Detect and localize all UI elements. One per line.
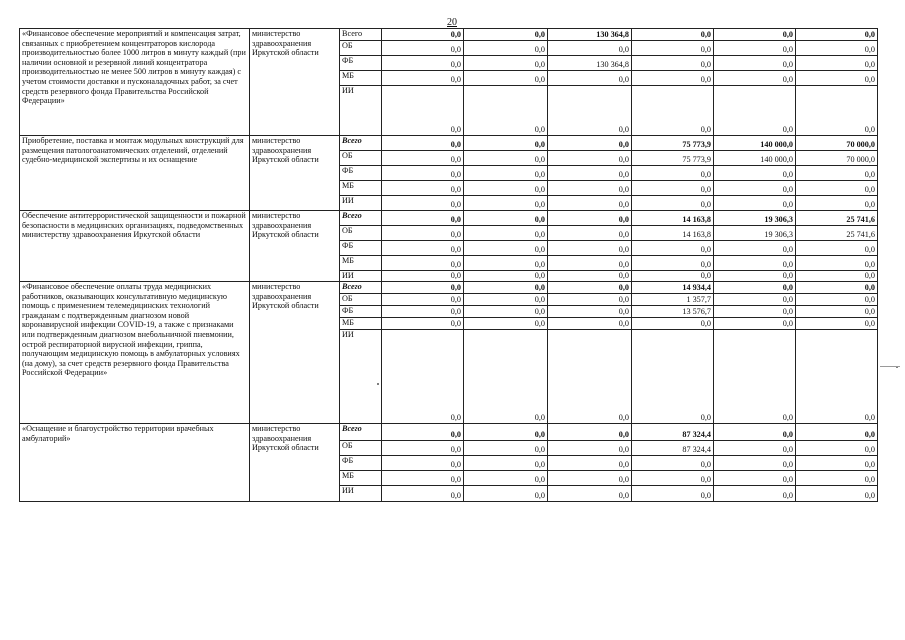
amount-cell: 0,0 <box>464 271 548 282</box>
funding-source-label: ФБ <box>340 56 382 71</box>
amount-cell: 0,0 <box>464 226 548 241</box>
amount-cell: 0,0 <box>382 456 464 471</box>
amount-cell: 0,0 <box>796 56 878 71</box>
amount-cell: 0,0 <box>382 441 464 456</box>
amount-cell: 130 364,8 <box>548 29 632 41</box>
amount-cell: 0,0 <box>548 211 632 226</box>
amount-cell: 0,0 <box>714 282 796 294</box>
amount-cell: 0,0 <box>714 196 796 211</box>
amount-cell: 0,0 <box>714 56 796 71</box>
amount-cell: 0,0 <box>796 256 878 271</box>
amount-cell: 0,0 <box>796 318 878 330</box>
amount-cell: 0,0 <box>464 86 548 136</box>
amount-cell: 0,0 <box>632 71 714 86</box>
amount-cell: 0,0 <box>548 271 632 282</box>
amount-cell: 0,0 <box>714 29 796 41</box>
funding-source-label: МБ <box>340 71 382 86</box>
amount-cell: 0,0 <box>632 181 714 196</box>
amount-cell: 0,0 <box>382 226 464 241</box>
amount-cell: 0,0 <box>796 181 878 196</box>
amount-cell: 0,0 <box>548 456 632 471</box>
amount-cell: 0,0 <box>714 486 796 502</box>
amount-cell: 0,0 <box>548 151 632 166</box>
amount-cell: 0,0 <box>632 471 714 486</box>
funding-source-label: Всего <box>340 29 382 41</box>
amount-cell: 0,0 <box>796 86 878 136</box>
amount-cell: 0,0 <box>796 456 878 471</box>
page-number: 20 <box>447 17 457 28</box>
amount-cell: 0,0 <box>548 166 632 181</box>
amount-cell: 0,0 <box>796 306 878 318</box>
amount-cell: 0,0 <box>382 306 464 318</box>
programme-description: «Финансовое обеспечение мероприятий и компенсация затрат, связанных с приобретением концентраторов кислорода производительностью более 1000 литров в минуту каждый (при наличии основной и резервной линий концентратора производительностью не менее 500 литров в минуту каждая) с учетом стоимости доставки и пусконаладочных работ, за счет средств резервного фонда Правительства Российской Федерации» <box>20 29 250 136</box>
amount-cell: 140 000,0 <box>714 151 796 166</box>
amount-cell: 0,0 <box>714 181 796 196</box>
funding-source-label: Всего <box>340 424 382 441</box>
amount-cell: 0,0 <box>464 330 548 424</box>
funding-source-label: ОБ <box>340 226 382 241</box>
funding-source-label: ОБ <box>340 441 382 456</box>
responsible-organization: министерство здравоохранения Иркутской области <box>250 136 340 211</box>
amount-cell: 0,0 <box>796 441 878 456</box>
amount-cell: 0,0 <box>714 424 796 441</box>
funding-source-label: ОБ <box>340 151 382 166</box>
amount-cell: 75 773,9 <box>632 151 714 166</box>
amount-cell: 0,0 <box>714 256 796 271</box>
amount-cell: 0,0 <box>714 271 796 282</box>
funding-source-label: ИИ <box>340 196 382 211</box>
amount-cell: 0,0 <box>382 166 464 181</box>
amount-cell: 0,0 <box>796 71 878 86</box>
scan-speck <box>377 383 379 385</box>
amount-cell: 0,0 <box>796 29 878 41</box>
table-row <box>20 211 878 226</box>
amount-cell: 0,0 <box>548 486 632 502</box>
responsible-organization: министерство здравоохранения Иркутской области <box>250 29 340 136</box>
amount-cell: 0,0 <box>796 271 878 282</box>
amount-cell: 0,0 <box>382 424 464 441</box>
amount-cell: 0,0 <box>382 241 464 256</box>
amount-cell: 0,0 <box>382 318 464 330</box>
amount-cell: 0,0 <box>464 166 548 181</box>
amount-cell: 0,0 <box>548 241 632 256</box>
amount-cell: 0,0 <box>464 456 548 471</box>
amount-cell: 0,0 <box>632 486 714 502</box>
amount-cell: 70 000,0 <box>796 136 878 151</box>
amount-cell: 0,0 <box>464 282 548 294</box>
amount-cell: 0,0 <box>714 241 796 256</box>
amount-cell: 19 306,3 <box>714 226 796 241</box>
amount-cell: 0,0 <box>464 318 548 330</box>
responsible-organization: министерство здравоохранения Иркутской области <box>250 211 340 282</box>
responsible-organization: министерство здравоохранения Иркутской области <box>250 282 340 424</box>
amount-cell: 0,0 <box>632 318 714 330</box>
funding-source-label: МБ <box>340 181 382 196</box>
amount-cell: 0,0 <box>548 441 632 456</box>
amount-cell: 0,0 <box>632 86 714 136</box>
amount-cell: 0,0 <box>464 471 548 486</box>
table-row <box>20 282 878 294</box>
amount-cell: 25 741,6 <box>796 226 878 241</box>
amount-cell: 0,0 <box>632 271 714 282</box>
amount-cell: 0,0 <box>464 294 548 306</box>
funding-source-label: МБ <box>340 471 382 486</box>
amount-cell: 0,0 <box>714 330 796 424</box>
amount-cell: 0,0 <box>548 136 632 151</box>
amount-cell: 0,0 <box>464 424 548 441</box>
amount-cell: 0,0 <box>548 471 632 486</box>
amount-cell: 0,0 <box>548 86 632 136</box>
amount-cell: 0,0 <box>632 330 714 424</box>
funding-source-label: Всего <box>340 211 382 226</box>
amount-cell: 130 364,8 <box>548 56 632 71</box>
programme-description: «Финансовое обеспечение оплаты труда медицинских работников, оказывающих консультативную медицинскую помощь с применением телемедицинских технологий гражданам с подтвержденным диагнозом новой коронавирусной инфекции COVID-19, а также с признаками или подтвержденным диагнозом внебольничной пневмонии, острой респираторной вирусной инфекции, гриппа, получающим медицинскую помощь в амбулаторных условиях (на дому), за счет средств резервного фонда Правительства Российской Федерации» <box>20 282 250 424</box>
funding-source-label: ИИ <box>340 86 382 136</box>
amount-cell: 0,0 <box>382 330 464 424</box>
amount-cell: 0,0 <box>796 424 878 441</box>
amount-cell: 25 741,6 <box>796 211 878 226</box>
amount-cell: 0,0 <box>714 166 796 181</box>
amount-cell: 13 576,7 <box>632 306 714 318</box>
amount-cell: 0,0 <box>796 241 878 256</box>
amount-cell: 0,0 <box>464 29 548 41</box>
amount-cell: 14 934,4 <box>632 282 714 294</box>
amount-cell: 0,0 <box>796 294 878 306</box>
amount-cell: 0,0 <box>548 196 632 211</box>
amount-cell: 0,0 <box>632 29 714 41</box>
budget-table <box>19 28 878 502</box>
table-row <box>20 424 878 441</box>
programme-description: «Оснащение и благоустройство территории врачебных амбулаторий» <box>20 424 250 502</box>
funding-source-label: ИИ <box>340 486 382 502</box>
amount-cell: 87 324,4 <box>632 441 714 456</box>
amount-cell: 0,0 <box>632 456 714 471</box>
amount-cell: 0,0 <box>714 471 796 486</box>
amount-cell: 0,0 <box>464 441 548 456</box>
amount-cell: 0,0 <box>548 181 632 196</box>
table-row <box>20 29 878 41</box>
amount-cell: 0,0 <box>382 486 464 502</box>
amount-cell: 14 163,8 <box>632 211 714 226</box>
amount-cell: 0,0 <box>382 282 464 294</box>
amount-cell: 0,0 <box>382 151 464 166</box>
amount-cell: 0,0 <box>382 41 464 56</box>
funding-source-label: ФБ <box>340 306 382 318</box>
amount-cell: 0,0 <box>548 71 632 86</box>
amount-cell: 70 000,0 <box>796 151 878 166</box>
amount-cell: 0,0 <box>548 41 632 56</box>
funding-source-label: ИИ <box>340 330 382 424</box>
amount-cell: 19 306,3 <box>714 211 796 226</box>
funding-source-label: ФБ <box>340 456 382 471</box>
amount-cell: 0,0 <box>548 256 632 271</box>
amount-cell: 140 000,0 <box>714 136 796 151</box>
amount-cell: 0,0 <box>796 330 878 424</box>
amount-cell: 0,0 <box>382 271 464 282</box>
amount-cell: 0,0 <box>714 71 796 86</box>
amount-cell: 0,0 <box>632 56 714 71</box>
funding-source-label: ФБ <box>340 166 382 181</box>
amount-cell: 0,0 <box>632 41 714 56</box>
amount-cell: 0,0 <box>382 136 464 151</box>
amount-cell: 0,0 <box>382 86 464 136</box>
amount-cell: 14 163,8 <box>632 226 714 241</box>
amount-cell: 0,0 <box>714 294 796 306</box>
amount-cell: 0,0 <box>714 441 796 456</box>
funding-source-label: ИИ <box>340 271 382 282</box>
amount-cell: 0,0 <box>382 56 464 71</box>
amount-cell: 75 773,9 <box>632 136 714 151</box>
amount-cell: 0,0 <box>796 471 878 486</box>
amount-cell: 0,0 <box>382 211 464 226</box>
amount-cell: 0,0 <box>382 196 464 211</box>
amount-cell: 0,0 <box>382 181 464 196</box>
amount-cell: 0,0 <box>464 151 548 166</box>
amount-cell: 0,0 <box>548 306 632 318</box>
amount-cell: 0,0 <box>464 71 548 86</box>
amount-cell: 0,0 <box>382 471 464 486</box>
amount-cell: 0,0 <box>464 306 548 318</box>
amount-cell: 0,0 <box>382 29 464 41</box>
amount-cell: 0,0 <box>382 256 464 271</box>
amount-cell: 0,0 <box>464 136 548 151</box>
amount-cell: 0,0 <box>464 56 548 71</box>
amount-cell: 0,0 <box>464 241 548 256</box>
scan-streak <box>880 366 900 367</box>
amount-cell: 0,0 <box>632 196 714 211</box>
amount-cell: 0,0 <box>464 196 548 211</box>
amount-cell: 87 324,4 <box>632 424 714 441</box>
amount-cell: 0,0 <box>796 486 878 502</box>
amount-cell: 0,0 <box>548 318 632 330</box>
amount-cell: 0,0 <box>464 181 548 196</box>
amount-cell: 0,0 <box>632 166 714 181</box>
funding-source-label: МБ <box>340 318 382 330</box>
programme-description: Обеспечение антитеррористической защищенности и пожарной безопасности в медицинских организациях, подведомственных министерству здравоохранения Иркутской области <box>20 211 250 282</box>
funding-source-label: ФБ <box>340 241 382 256</box>
responsible-organization: министерство здравоохранения Иркутской области <box>250 424 340 502</box>
amount-cell: 0,0 <box>796 166 878 181</box>
amount-cell: 0,0 <box>632 256 714 271</box>
amount-cell: 0,0 <box>548 330 632 424</box>
amount-cell: 0,0 <box>714 86 796 136</box>
funding-source-label: Всего <box>340 282 382 294</box>
amount-cell: 0,0 <box>464 256 548 271</box>
amount-cell: 0,0 <box>548 282 632 294</box>
funding-source-label: МБ <box>340 256 382 271</box>
table-row <box>20 136 878 151</box>
amount-cell: 0,0 <box>548 424 632 441</box>
amount-cell: 0,0 <box>632 241 714 256</box>
amount-cell: 0,0 <box>382 71 464 86</box>
amount-cell: 1 357,7 <box>632 294 714 306</box>
funding-source-label: ОБ <box>340 294 382 306</box>
amount-cell: 0,0 <box>464 211 548 226</box>
amount-cell: 0,0 <box>714 318 796 330</box>
amount-cell: 0,0 <box>796 282 878 294</box>
amount-cell: 0,0 <box>464 41 548 56</box>
amount-cell: 0,0 <box>464 486 548 502</box>
funding-source-label: ОБ <box>340 41 382 56</box>
amount-cell: 0,0 <box>714 306 796 318</box>
amount-cell: 0,0 <box>548 226 632 241</box>
amount-cell: 0,0 <box>548 294 632 306</box>
amount-cell: 0,0 <box>382 294 464 306</box>
programme-description: Приобретение, поставка и монтаж модульных конструкций для размещения патологоанатомических отделений, отделений судебно-медицинской экспертизы и их оснащение <box>20 136 250 211</box>
funding-source-label: Всего <box>340 136 382 151</box>
amount-cell: 0,0 <box>714 456 796 471</box>
amount-cell: 0,0 <box>714 41 796 56</box>
amount-cell: 0,0 <box>796 41 878 56</box>
amount-cell: 0,0 <box>796 196 878 211</box>
